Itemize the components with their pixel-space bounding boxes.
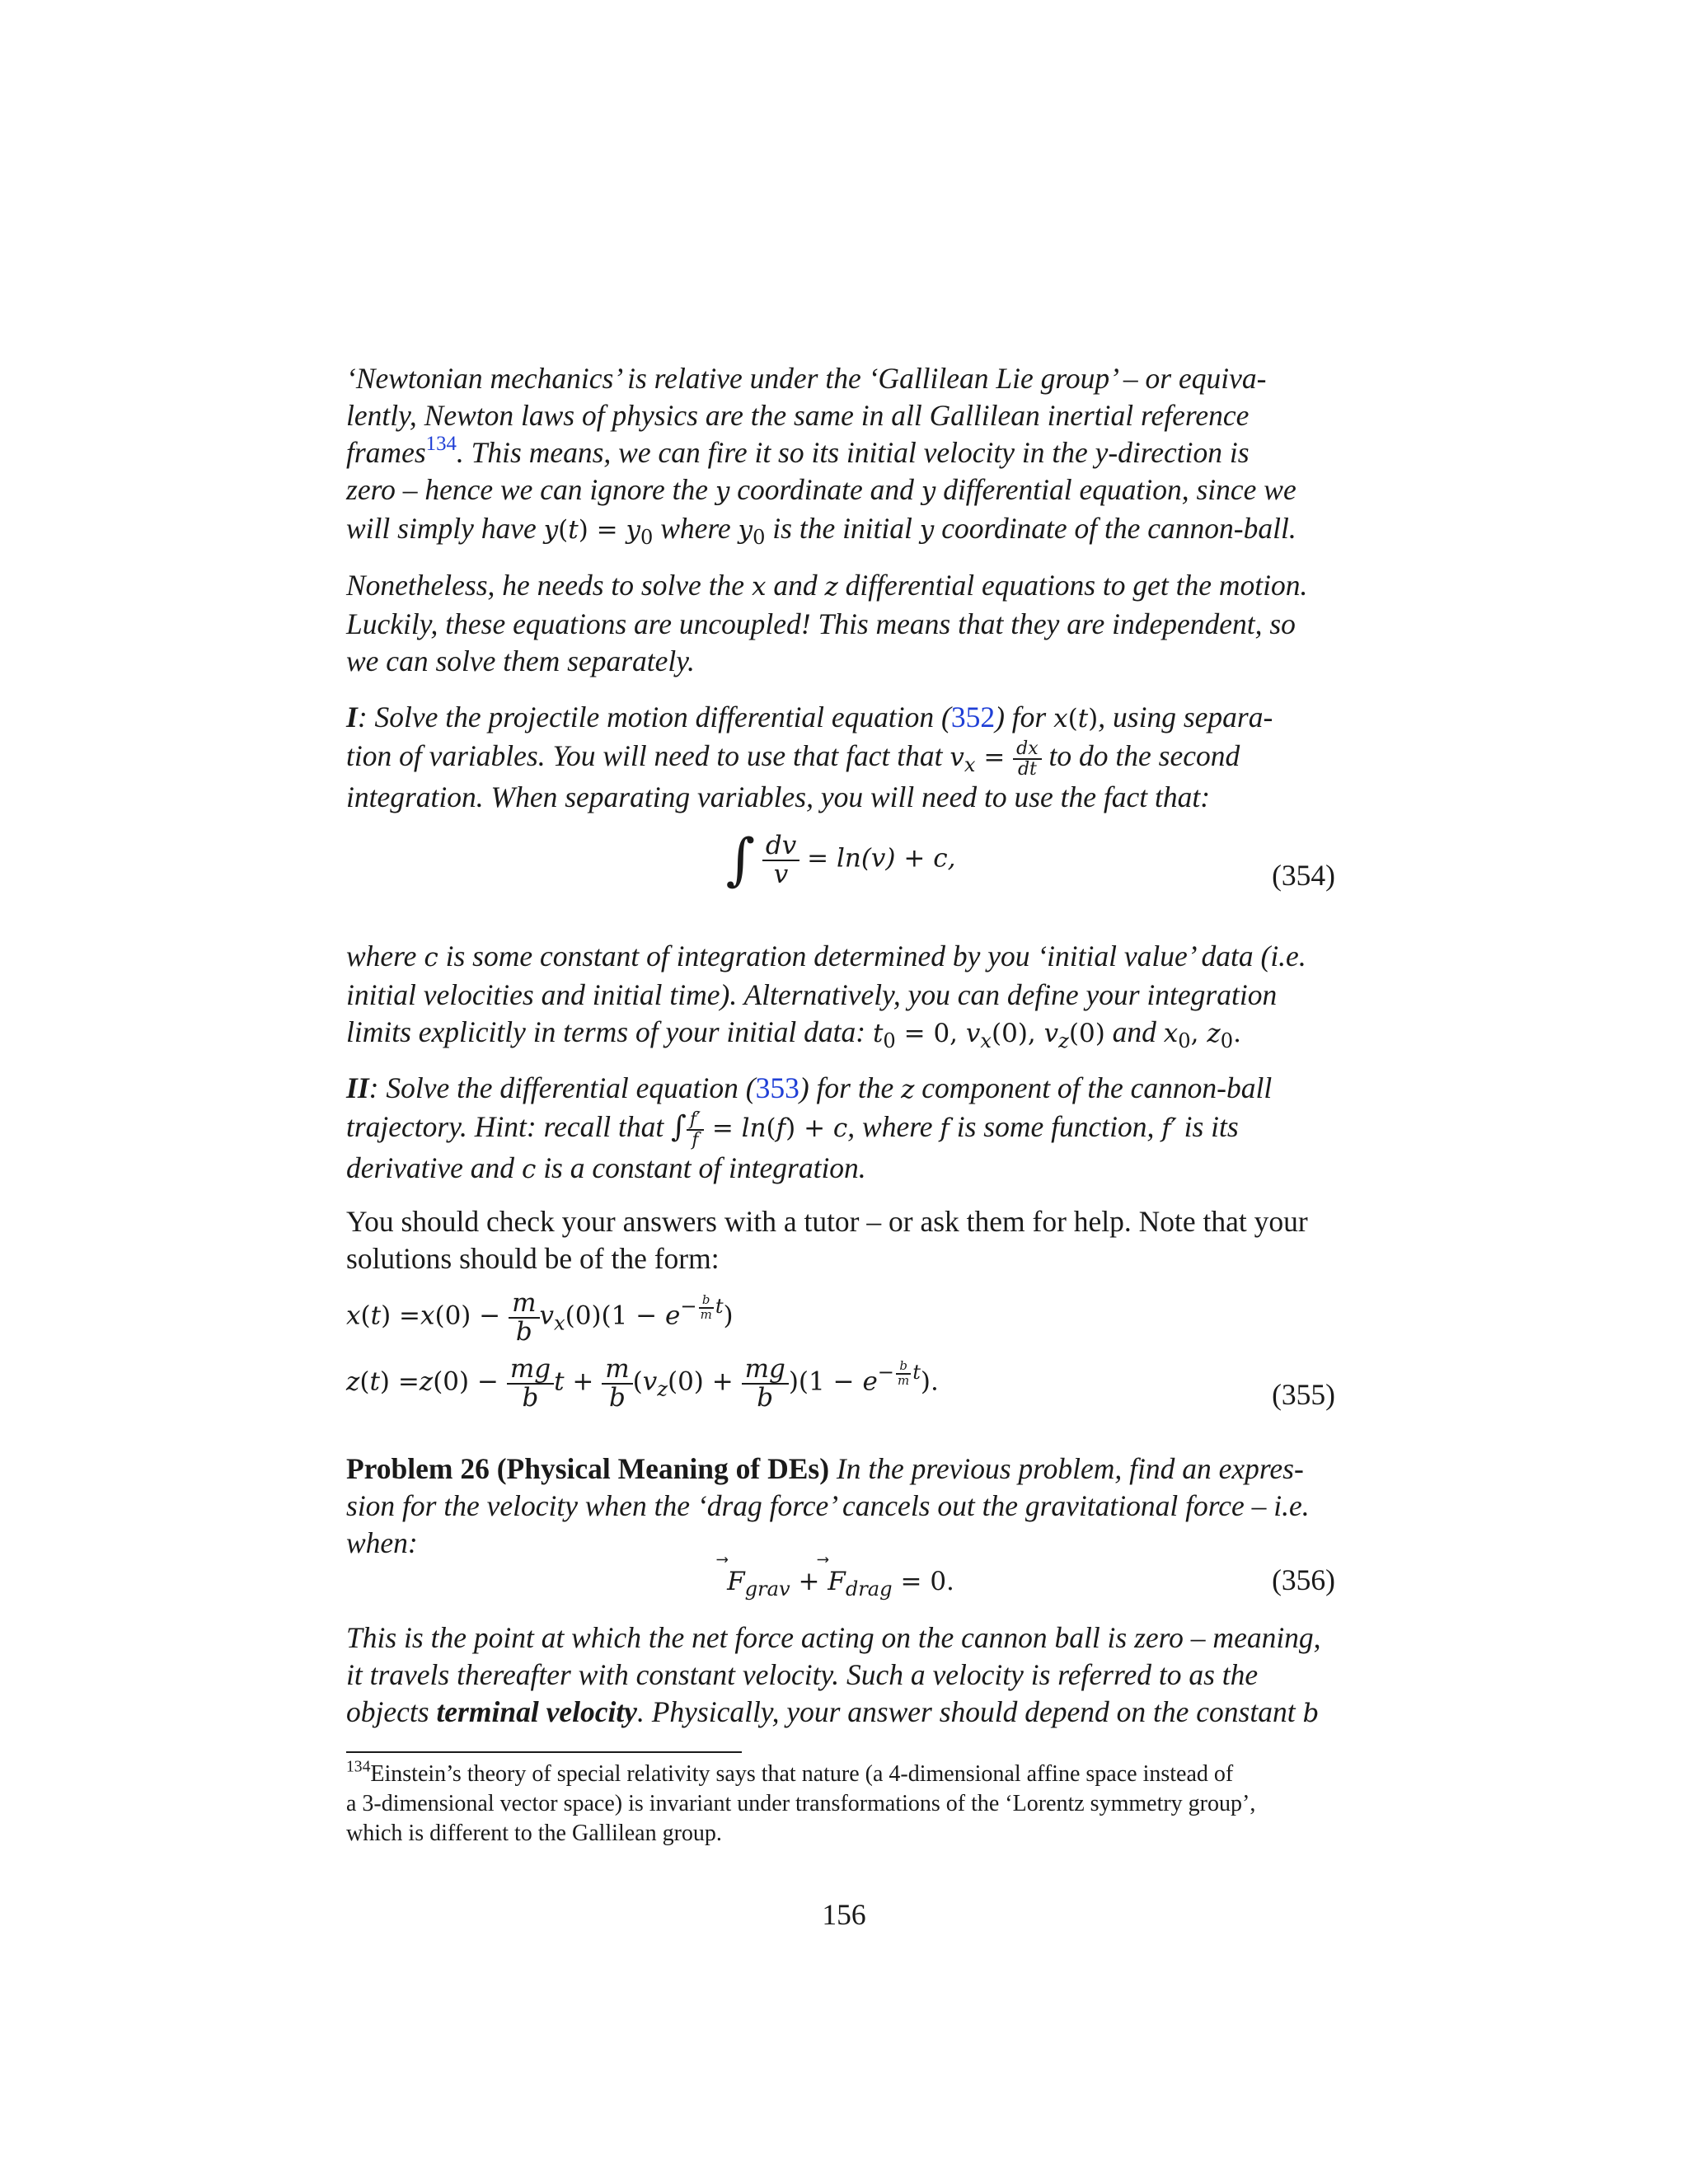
equation-number: (356) [1272,1563,1335,1596]
problem-26 [346,1451,1335,1562]
text-line: where c is some constant of integration determined by you ‘initial value’ data (i.e. [346,940,1306,972]
equation-ref-link[interactable]: 353 [755,1071,799,1104]
text-line: it travels thereafter with constant velocity. Such a velocity is referred to as the [346,1658,1259,1691]
fraction-dv-v: $\frac{dv}{v}$ [762,832,799,888]
integral-sign: ∫ [725,827,755,893]
equation-number: (354) [1272,859,1335,892]
text-line: tion of variables. You will need to use that fact that $v_x$ = $\frac{dx}{dt}$ to do the second [346,738,1240,780]
text-line: Luckily, these equations are uncoupled! This means that they are independent, so [346,607,1296,640]
text-line: sion for the velocity when the ‘drag force’ cancels out the gravitational force – i.e. [346,1489,1310,1522]
text-line: initial velocities and initial time). Alternatively, you can define your integration [346,978,1278,1011]
text-line: Problem 26 (Physical Meaning of DEs) In the previous problem, find an expres- [346,1452,1304,1485]
text-line: trajectory. Hint: recall that ∫ $\frac{f'}{f}$ = ln(f) + c, where f is some function, f′ is its [346,1108,1239,1151]
text-line: when: [346,1526,418,1559]
equation-354 [346,827,1335,931]
text-line: we can solve them separately. [346,644,695,677]
footnote [346,1760,1335,1849]
paragraph-constant [346,938,1335,1052]
paragraph-part-two [346,1070,1335,1188]
paragraph-part-one [346,699,1335,816]
paragraph-gallilean [346,360,1335,549]
footnote-line: a 3-dimensional vector space) is invariant under transformations of the ‘Lorentz symmetry group’, [346,1791,1256,1816]
fraction-fprime-f: $\frac{f'}{f}$ [687,1110,704,1150]
text-line: objects terminal velocity. Physically, your answer should depend on the constant b [346,1695,1320,1728]
equation-355 [346,1290,1335,1446]
paragraph-uncoupled [346,567,1335,680]
text-line: frames$^{134}$. This means, we can fire it so its initial velocity in the y-direction is [346,433,1250,469]
text-line: lently, Newton laws of physics are the same in all Gallilean inertial reference [346,399,1250,432]
text-line: will simply have $y(t) = y_0$ where $y_0$ is the initial y coordinate of the cannon-ball. [346,512,1296,549]
text-line: Nonetheless, he needs to solve the x and z differential equations to get the motion. [346,569,1308,602]
text-line: This is the point at which the net force acting on the cannon ball is zero – meaning, [346,1621,1321,1654]
footnote-line: which is different to the Gallilean group. [346,1821,722,1846]
text-line: zero – hence we can ignore the y coordinate and y differential equation, since we [346,473,1296,506]
page-number: 156 [822,1898,866,1931]
text-line: integration. When separating variables, you will need to use the fact that: [346,780,1211,813]
text-line: I: Solve the projectile motion differential equation (352) for x(t), using separa- [346,701,1273,733]
equation-line-x: x(t) =x(0) − $\frac{m}{b}$ $v_x(0)(1 - e^{- \frac{b}{m} t})$ [346,1288,734,1347]
equation-line-z: z(t) =z(0) − $\frac{mg}{b}$ t + $\frac{m}{b}$ ($v_z(0)$ + $\frac{mg}{b}$ )$(1 - e^{- \frac{b}{m} t})$. [346,1354,939,1413]
text-line: limits explicitly in terms of your initial data: $t_0 = 0$, $v_x(0)$, $v_z(0)$ and $x_0$, $z_0$. [346,1015,1241,1052]
text-line: II: Solve the differential equation (353) for the z component of the cannon-ball [346,1071,1273,1104]
equation-ref-link[interactable]: 352 [950,701,996,733]
footnote-line: $^{134}$Einstein’s theory of special relativity says that nature (a 4-dimensional affine space instead of [346,1758,1234,1787]
text-line: derivative and c is a constant of integration. [346,1151,866,1184]
paragraph-terminal-velocity [346,1619,1335,1732]
equation-356: F $_{grav}$ + F $_{drag}$ = 0. (356) [727,1563,1335,1601]
footnote-rule [346,1751,742,1753]
equation-rhs: = ln(v) + c, [807,843,956,874]
paragraph-check-answers [346,1203,1335,1277]
text-line: ‘Newtonian mechanics’ is relative under the ‘Gallilean Lie group’ – or equiva- [346,362,1267,395]
text-line: You should check your answers with a tutor – or ask them for help. Note that your [346,1205,1308,1238]
equation-number: (355) [1272,1378,1335,1411]
text-line: solutions should be of the form: [346,1242,720,1275]
fraction-dx-dt: $\frac{dx}{dt}$ [1013,739,1042,779]
problem-title: Problem 26 (Physical Meaning of DEs) [346,1452,830,1485]
footnote-ref-link[interactable]: 134 [425,433,457,456]
